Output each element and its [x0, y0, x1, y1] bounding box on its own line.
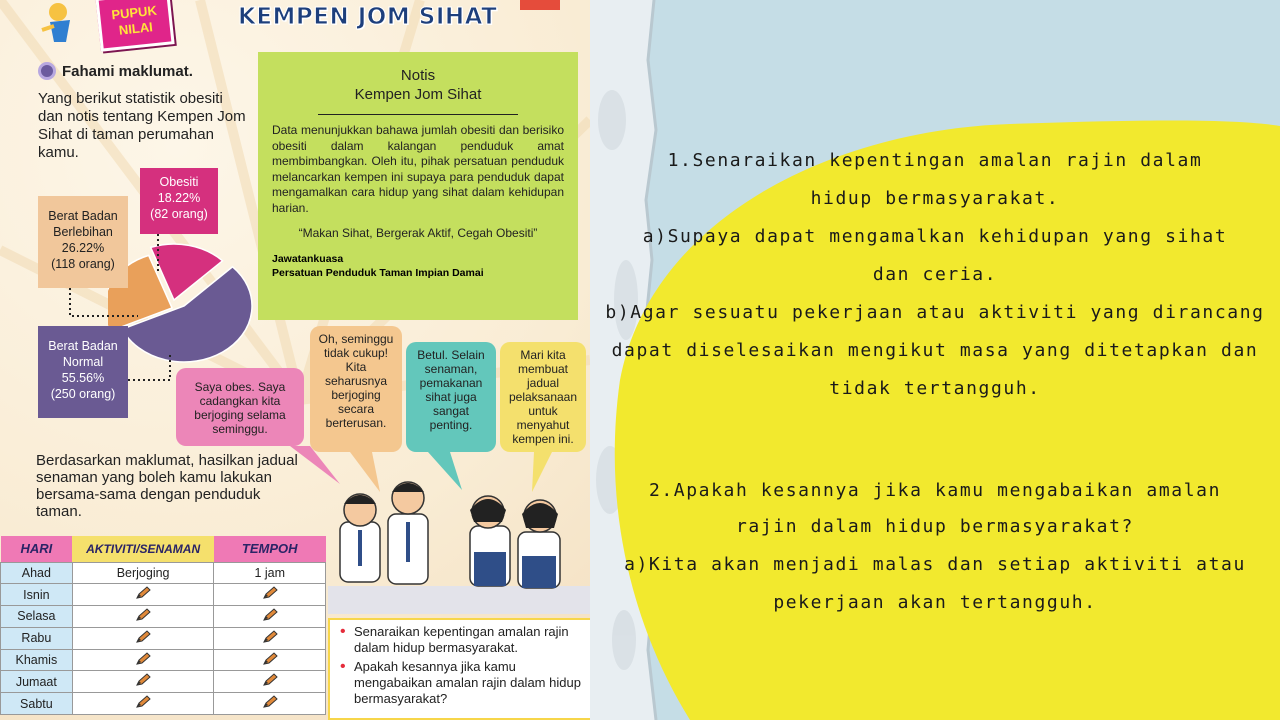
table-row	[1, 606, 326, 628]
notice-title-2: Kempen Jom Sihat	[354, 86, 482, 103]
normal-count: (250 orang)	[50, 387, 116, 401]
cell-activity	[72, 693, 214, 715]
cell-activity	[72, 627, 214, 649]
header-aktiviti: AKTIVITI/SENAMAN	[72, 536, 214, 562]
cell-day: Khamis	[1, 649, 73, 671]
answer-line-2: hidup bermasyarakat.	[810, 188, 1060, 209]
cell-duration: 1 jam	[214, 562, 326, 584]
pencil-icon	[262, 695, 278, 709]
notice-body: Data menunjukkan bahawa jumlah obesiti dan berisiko obesiti dalam kalangan penduduk amat membimbangkan. Oleh itu, pihak persatuan penduduk melancarkan kempen ini supaya para penduduk dapat mengamalkan cara hidup yang sihat dalam kehidupan harian.	[272, 123, 564, 215]
berlebihan-label-1: Berat Badan	[48, 209, 118, 223]
pencil-icon	[135, 695, 151, 709]
cell-day: Jumaat	[1, 671, 73, 693]
table-row	[1, 584, 326, 606]
textbook-page	[0, 0, 590, 720]
table-row	[1, 562, 326, 584]
speech-bubble-teal: Betul. Selain senaman, pemakanan sihat juga sangat penting.	[406, 342, 496, 452]
pencil-icon	[262, 652, 278, 666]
answer-line-4: dan ceria.	[872, 264, 998, 285]
berlebihan-percent: 26.22%	[61, 241, 105, 255]
intro-text: Yang berikut statistik obesiti dan notis tentang Kempen Jom Sihat di taman perumahan kamu.	[38, 90, 246, 161]
speech-bubble-orange: Oh, seminggu tidak cukup! Kita seharusnya berjoging secara berterusan.	[310, 326, 402, 452]
notice-title-1: Notis	[400, 67, 436, 84]
cell-duration	[214, 584, 326, 606]
answer-line-6: dapat diselesaikan mengikut masa yang ditetapkan dan	[611, 340, 1259, 361]
cell-duration	[214, 627, 326, 649]
normal-label-1: Berat Badan	[48, 339, 118, 353]
cell-duration	[214, 693, 326, 715]
answer-line-11: pekerjaan akan tertangguh.	[773, 592, 1097, 613]
normal-percent: 55.56%	[61, 371, 105, 385]
pencil-icon	[262, 630, 278, 644]
pencil-icon	[262, 586, 278, 600]
notice-sign-2: Persatuan Penduduk Taman Impian Damai	[272, 266, 484, 279]
pencil-icon	[135, 652, 151, 666]
cell-day: Isnin	[1, 584, 73, 606]
pencil-icon	[135, 630, 151, 644]
pencil-icon	[262, 673, 278, 687]
answer-line-10: a)Kita akan menjadi malas dan setiap aktiviti atau	[624, 554, 1246, 575]
berlebihan-count: (118 orang)	[51, 257, 115, 271]
pencil-icon	[135, 608, 151, 622]
yellow-highlight	[615, 121, 1280, 720]
task-instruction: Berdasarkan maklumat, hasilkan jadual senaman yang boleh kamu lakukan bersama-sama dengan penduduk taman.	[36, 452, 298, 520]
cell-activity	[72, 584, 214, 606]
speech-bubble-pink: Saya obes. Saya cadangkan kita berjoging selama seminggu.	[176, 368, 304, 446]
notice-sign-1: Jawatankuasa	[272, 252, 344, 265]
cell-activity	[72, 649, 214, 671]
table-row	[1, 693, 326, 715]
cell-day: Ahad	[1, 562, 73, 584]
cell-activity: Berjoging	[72, 562, 214, 584]
berlebihan-label-2: Berlebihan	[53, 225, 113, 239]
obesiti-label: Obesiti	[159, 175, 199, 189]
table-row	[1, 627, 326, 649]
notice-quote: “Makan Sihat, Bergerak Aktif, Cegah Obesiti”	[298, 226, 538, 240]
question-1: • Senaraikan kepentingan amalan rajin dalam hidup bermasyarakat.	[340, 624, 584, 656]
pencil-icon	[135, 586, 151, 600]
obesiti-percent: 18.22%	[157, 191, 201, 205]
table-row	[1, 649, 326, 671]
obesiti-count: (82 orang)	[150, 207, 208, 221]
students-illustration	[328, 466, 590, 614]
cell-activity	[72, 671, 214, 693]
answer-panel	[590, 0, 1280, 720]
cell-duration	[214, 649, 326, 671]
answer-line-3: a)Supaya dapat mengamalkan kehidupan yang sihat	[642, 226, 1228, 247]
normal-label-2: Normal	[62, 355, 104, 369]
question-2: • Apakah kesannya jika kamu mengabaikan amalan rajin dalam hidup bermasyarakat?	[340, 659, 584, 707]
cell-day: Rabu	[1, 627, 73, 649]
pencil-icon	[135, 673, 151, 687]
cell-day: Selasa	[1, 606, 73, 628]
cell-day: Sabtu	[1, 693, 73, 715]
cell-duration	[214, 606, 326, 628]
answer-line-7: tidak tertangguh.	[829, 378, 1041, 399]
header-tempoh: TEMPOH	[214, 536, 326, 562]
answer-line-8: 2.Apakah kesannya jika kamu mengabaikan amalan	[648, 480, 1222, 501]
questions-box	[328, 618, 590, 720]
answer-line-1: 1.Senaraikan kepentingan amalan rajin dalam	[667, 150, 1203, 171]
speech-bubble-yellow: Mari kita membuat jadual pelaksanaan untuk menyahut kempen ini.	[500, 342, 586, 452]
page-title: KEMPEN JOM SIHAT	[238, 4, 498, 30]
cell-activity	[72, 606, 214, 628]
exercise-schedule-table	[0, 536, 326, 715]
header-hari: HARI	[1, 536, 73, 562]
badge-line-2: NILAI	[118, 19, 154, 38]
section-heading-text: Fahami maklumat.	[62, 63, 193, 80]
badge-line-1: PUPUK	[110, 2, 158, 23]
table-header-row	[1, 536, 326, 562]
table-row	[1, 671, 326, 693]
cell-duration	[214, 671, 326, 693]
answer-line-9: rajin dalam hidup bermasyarakat?	[736, 516, 1134, 537]
answer-line-5: b)Agar sesuatu pekerjaan atau aktiviti yang dirancang	[605, 302, 1265, 323]
pencil-icon	[262, 608, 278, 622]
